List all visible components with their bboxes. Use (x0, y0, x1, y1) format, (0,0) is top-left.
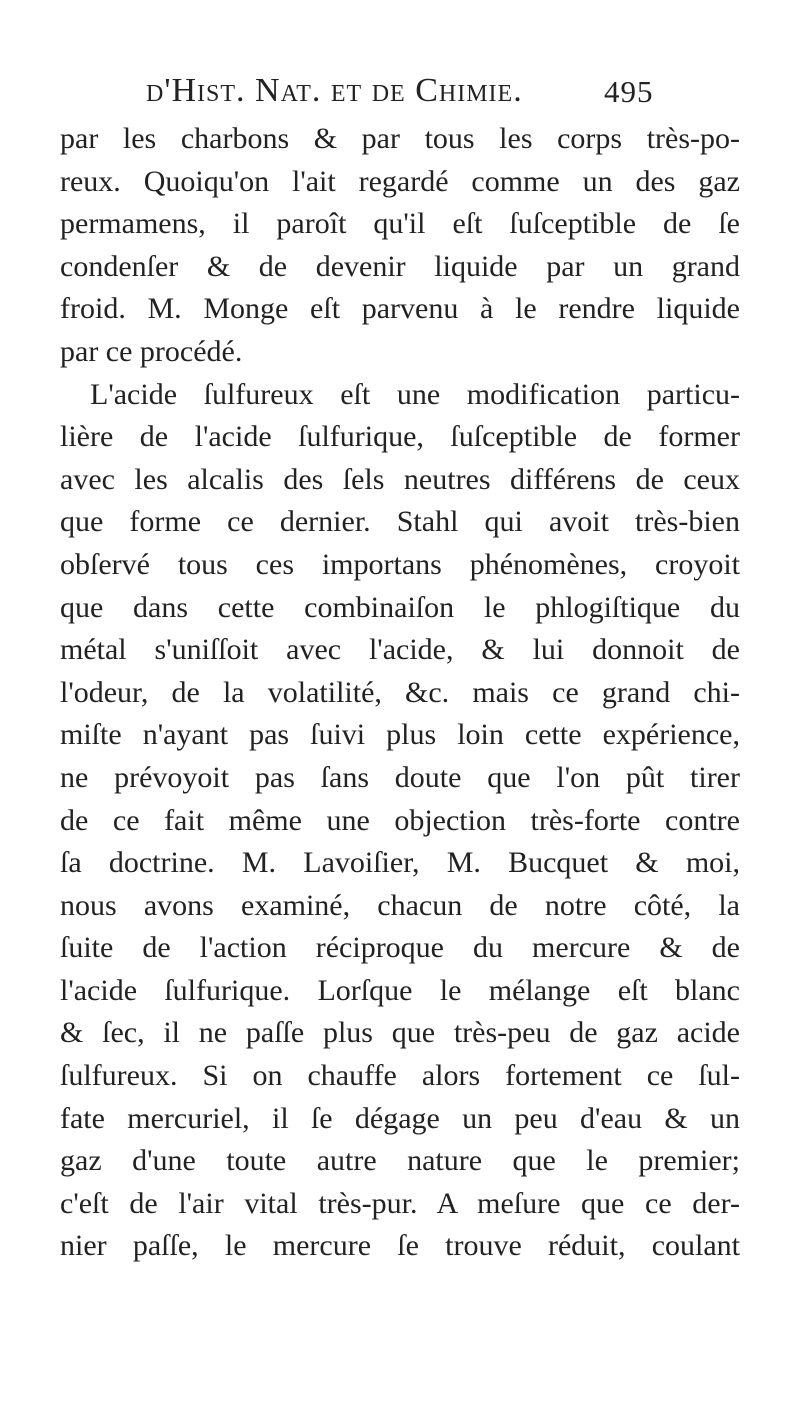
text-line: métal s'uniſſoit avec l'acide, & lui donnoit de (60, 633, 740, 667)
text-line: gaz d'une toute autre nature que le premier; (60, 1144, 740, 1178)
text-line: ſulfureux. Si on chauffe alors fortement ce ſul- (60, 1059, 740, 1093)
text-line: nier paſſe, le mercure ſe trouve réduit, coulant (60, 1229, 740, 1263)
text-line: lière de l'acide ſulfurique, ſuſceptible de former (60, 420, 740, 454)
text-line: obſervé tous ces importans phénomènes, croyoit (60, 547, 740, 581)
text-line: L'acide ſulfureux eſt une modification particu- (90, 377, 740, 411)
text-line: ne prévoyoit pas ſans doute que l'on pût tirer (60, 760, 740, 794)
page-number: 495 (604, 74, 654, 109)
text-line: par les charbons & par tous les corps très-po- (60, 122, 740, 155)
running-head (146, 62, 706, 112)
text-line: ſa doctrine. M. Lavoiſier, M. Bucquet & moi, (60, 846, 740, 880)
text-line: de ce fait même une objection très-forte contre (60, 803, 740, 837)
text-line: condenſer & de devenir liquide par un grand (60, 249, 740, 283)
body-text (60, 118, 740, 1268)
text-line: l'acide ſulfurique. Lorſque le mélange eſt blanc (60, 973, 740, 1007)
text-line: ſuite de l'action réciproque du mercure & de (60, 931, 740, 965)
text-line: permamens, il paroît qu'il eſt ſuſceptible de ſe (60, 207, 740, 241)
text-line: que dans cette combinaiſon le phlogiſtique du (60, 590, 740, 624)
running-head-title: d'Hist. Nat. et de Chimie. (146, 72, 523, 109)
text-line: avec les alcalis des ſels neutres différens de ceux (60, 462, 740, 496)
text-line: reux. Quoiqu'on l'ait regardé comme un des gaz (60, 164, 740, 198)
text-line: l'odeur, de la volatilité, &c. mais ce grand chi- (60, 675, 740, 709)
text-line: que forme ce dernier. Stahl qui avoit très-bien (60, 505, 740, 539)
text-line: nous avons examiné, chacun de notre côté, la (60, 888, 740, 922)
text-line: & ſec, il ne paſſe plus que très-peu de gaz acide (60, 1016, 740, 1050)
text-line: fate mercuriel, il ſe dégage un peu d'eau & un (60, 1101, 740, 1135)
text-line: par ce procédé. (60, 334, 243, 368)
text-line: c'eſt de l'air vital très-pur. A meſure que ce der- (60, 1186, 740, 1220)
text-line: froid. M. Monge eſt parvenu à le rendre liquide (60, 292, 740, 326)
text-line: miſte n'ayant pas ſuivi plus loin cette expérience, (60, 718, 740, 752)
